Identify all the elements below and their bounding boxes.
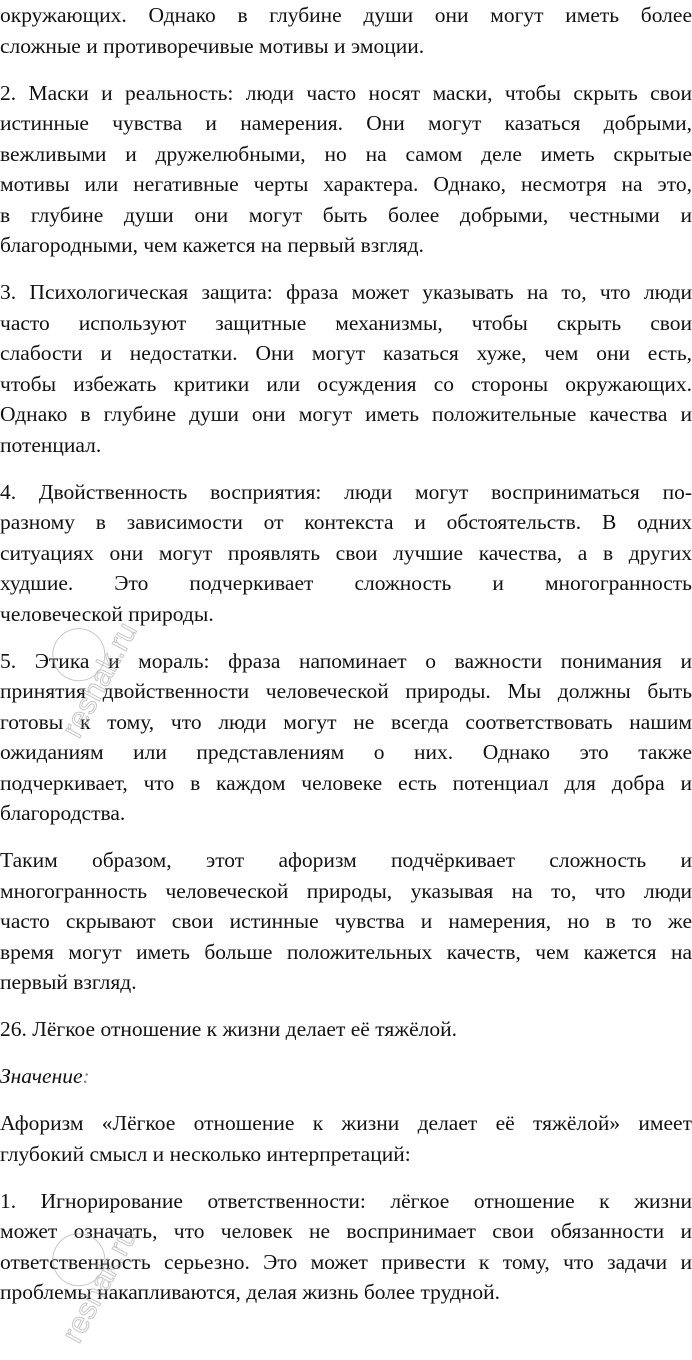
paragraph <box>0 477 692 630</box>
text-line: часто скрывают свои истинные чувства и намерения, но в то же <box>0 909 692 933</box>
text-line: многогранность человеческой природы, указывая на то, что люди <box>0 878 692 903</box>
paragraph <box>0 1014 692 1045</box>
text-line: первый взгляд. <box>0 970 137 994</box>
text-line: в глубине души они могут быть более добрыми, честными и <box>0 202 692 227</box>
text-line: ответственность серьезно. Это может привести к тому, что задачи и <box>0 1249 692 1274</box>
meaning-colon: : <box>82 1064 90 1088</box>
watermark-text: reshak.ru <box>55 1222 144 1349</box>
text-line: Однако в глубине души они могут иметь положительные качества и <box>0 402 692 426</box>
text-line: 3. Психологическая защита: фраза может указывать на то, что люди <box>0 280 692 304</box>
text-line: 1. Игнорирование ответственности: лёгкое отношение к жизни <box>0 1188 692 1213</box>
text-line: 4. Двойственность восприятия: люди могут восприниматься по- <box>0 479 692 504</box>
text-line: худшие. Это подчеркивает сложность и многогранность <box>0 571 692 595</box>
text-line: вежливыми и дружелюбными, но на самом деле иметь скрытые <box>0 141 692 166</box>
text-line: подчеркивает, что в каждом человеке есть потенциал для добра и <box>0 770 692 795</box>
text-line: благородства. <box>0 801 126 825</box>
text-line: разному в зависимости от контекста и обстоятельств. В одних <box>0 510 692 534</box>
paragraph <box>0 78 692 261</box>
text-line: потенциал. <box>0 432 102 457</box>
text-line: глубокий смысл и несколько интерпретаций: <box>0 1141 411 1166</box>
text-line: Афоризм «Лёгкое отношение к жизни делает её тяжёлой» имеет <box>0 1111 692 1135</box>
text-line: принятия двойственности человеческой природы. Мы должны быть <box>0 679 692 703</box>
text-line: часто используют защитные механизмы, чтобы скрыть свои <box>0 310 692 335</box>
text-line: сложные и противоречивые мотивы и эмоции. <box>0 33 425 58</box>
text-line: слабости и недостатки. Они могут казаться хуже, чем они есть, <box>0 341 692 365</box>
paragraph <box>0 845 692 998</box>
paragraph <box>0 277 692 460</box>
text-line: истинные чувства и намерения. Они могут казаться добрыми, <box>0 111 692 135</box>
text-line: время могут иметь больше положительных качеств, чем кажется на <box>0 939 692 964</box>
meaning-heading <box>0 1061 692 1092</box>
text-line: чтобы избежать критики или осуждения со стороны окружающих. <box>0 371 692 396</box>
text-line: 5. Этика и мораль: фраза напоминает о важности понимания и <box>0 648 692 673</box>
meaning-label <box>0 1061 692 1092</box>
text-line: может означать, что человек не воспринимает свои обязанности и <box>0 1219 692 1243</box>
paragraph <box>0 1108 692 1169</box>
text-line: проблемы накапливаются, делая жизнь более трудной. <box>0 1280 501 1304</box>
paragraph <box>0 1186 692 1308</box>
text-line: 26. Лёгкое отношение к жизни делает её тяжёлой. <box>0 1017 457 1041</box>
meaning-label-text: Значение <box>0 1064 83 1088</box>
text-line: человеческой природы. <box>0 601 214 626</box>
paragraph <box>0 0 692 61</box>
text-line: Таким образом, этот афоризм подчёркивает сложность и <box>0 848 692 872</box>
text-line: мотивы или негативные черты характера. Однако, несмотря на это, <box>0 172 692 196</box>
text-line: 2. Маски и реальность: люди часто носят маски, чтобы скрыть свои <box>0 80 692 105</box>
paragraph <box>0 646 692 829</box>
text-line: ожиданиям или представлениям о них. Однако это также <box>0 740 692 764</box>
text-line: окружающих. Однако в глубине души они могут иметь более <box>0 3 692 27</box>
watermark-text: reshak.ru <box>55 617 144 744</box>
text-line: готовы к тому, что люди могут не всегда соответствовать нашим <box>0 709 692 734</box>
text-line: ситуациях они могут проявлять свои лучшие качества, а в других <box>0 540 692 565</box>
text-line: благородными, чем кажется на первый взгляд. <box>0 233 424 257</box>
